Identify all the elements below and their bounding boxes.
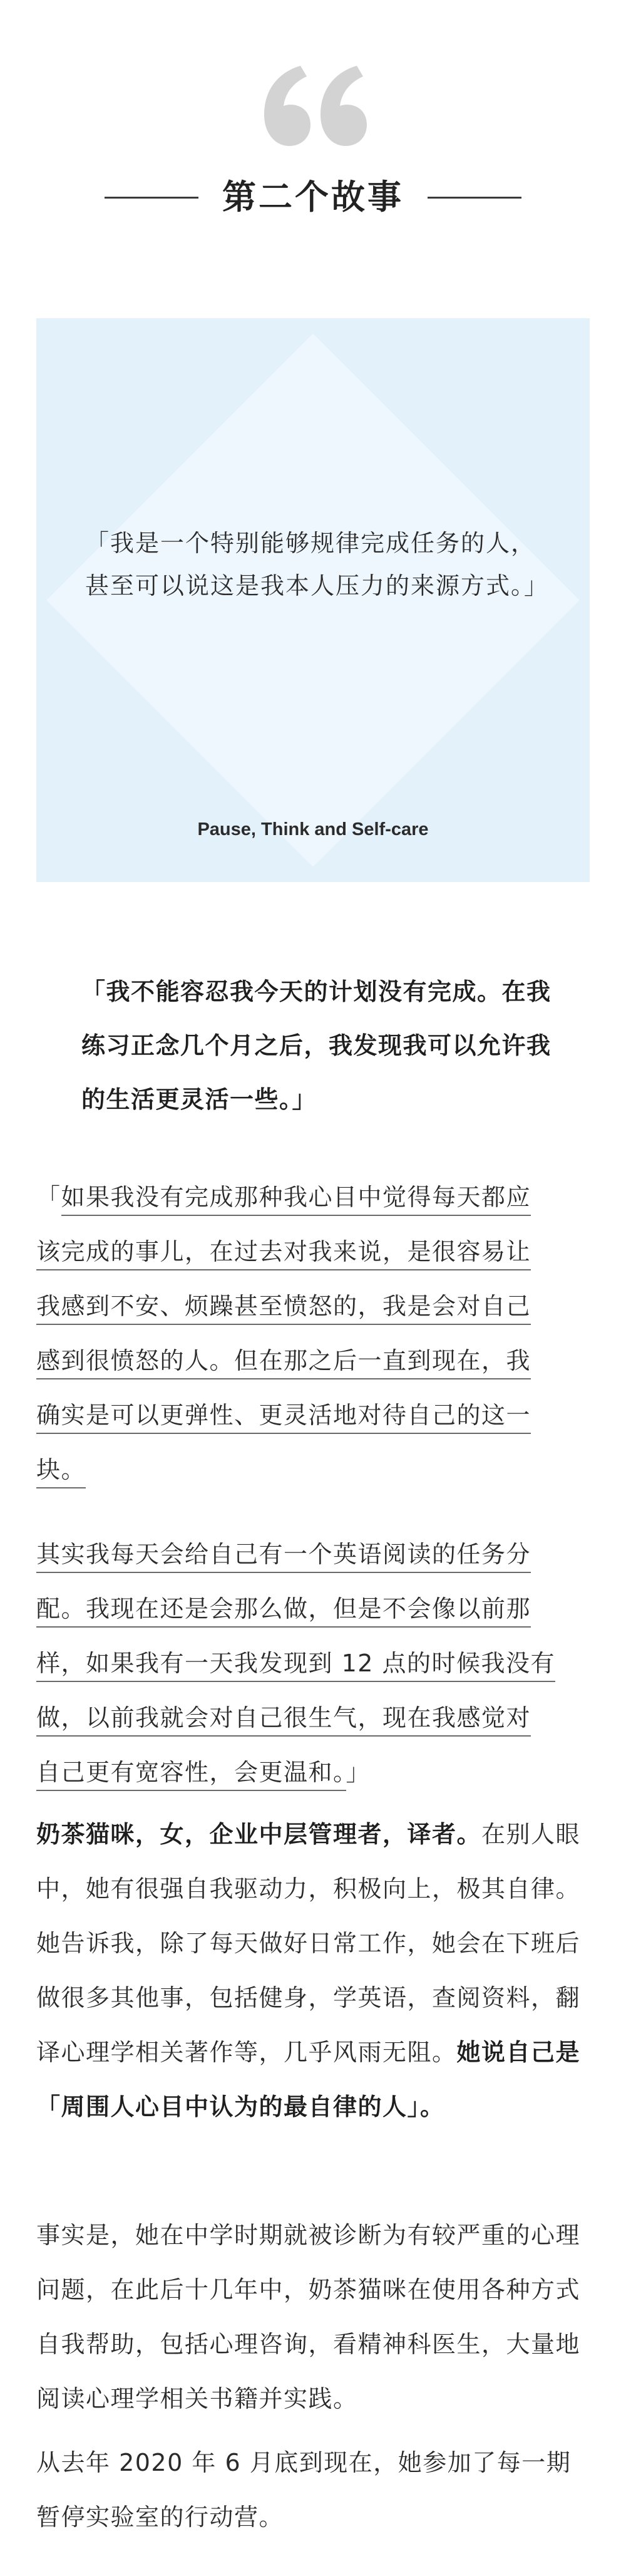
underlined-text: 做，以前我就会对自己很生气，现在我感觉对 xyxy=(36,1704,531,1737)
underlined-line xyxy=(36,1527,590,1582)
underlined-text: 确实是可以更弹性、更灵活地对待自己的这一 xyxy=(36,1401,531,1434)
title-rule-right xyxy=(428,197,521,199)
open-bracket: 「 xyxy=(36,1183,61,1211)
naicha-body: 在别人眼中，她有很强自我驱动力，积极向上，极其自律。她告诉我，除了每天做好日常工作，她会在下班后做很多其他事，包括健身，学英语，查阅资料，翻译心理学相关著作等，几乎风雨无阻。 xyxy=(36,1820,581,2066)
underlined-line xyxy=(36,1225,590,1279)
card-caption: Pause, Think and Self-care xyxy=(197,819,429,839)
underlined-line xyxy=(36,1279,590,1334)
underlined-line xyxy=(36,1170,590,1225)
underlined-line xyxy=(36,1582,590,1636)
quote-card xyxy=(36,318,590,882)
underlined-text: 我感到不安、烦躁甚至愤怒的，我是会对自己 xyxy=(36,1292,531,1325)
section-title-row xyxy=(0,175,626,219)
naicha-intro: 奶茶猫咪，女，企业中层管理者，译者。 xyxy=(36,1820,482,1848)
underlined-text: 自己更有宽容性，会更温和。 xyxy=(36,1758,346,1791)
underlined-text: 配。我现在还是会那么做，但是不会像以前那 xyxy=(36,1595,531,1628)
underlined-paragraph-1 xyxy=(36,1170,590,1497)
double-quote-icon xyxy=(257,60,369,153)
underlined-line xyxy=(36,1443,590,1497)
naicha-paragraph xyxy=(36,1807,590,2134)
underlined-text: 感到很愤怒的人。但在那之后一直到现在，我 xyxy=(36,1347,531,1379)
underlined-line xyxy=(36,1636,590,1691)
underlined-line xyxy=(36,1745,590,1800)
camp-paragraph: 从去年 2020 年 6 月底到现在，她参加了每一期暂停实验室的行动营。 xyxy=(36,2449,572,2531)
underlined-line xyxy=(36,1334,590,1388)
underlined-line xyxy=(36,1388,590,1443)
underlined-text: 如果我没有完成那种我心目中觉得每天都应 xyxy=(61,1183,531,1216)
title-rule-left xyxy=(105,197,198,199)
underlined-line xyxy=(36,1691,590,1745)
underlined-paragraph-2 xyxy=(36,1527,590,1800)
naicha-outro: 她说自己是「周围人心目中认为的最自律的人」。 xyxy=(36,2038,581,2121)
close-bracket: 」 xyxy=(346,1758,371,1786)
card-quote-text: 「我是一个特别能够规律完成任务的人，甚至可以说这是我本人压力的来源方式。」 xyxy=(85,529,550,600)
fact-paragraph: 事实是，她在中学时期就被诊断为有较严重的心理问题，在此后十几年中，奶茶猫咪在使用各种方式自我帮助，包括心理咨询，看精神科医生，大量地阅读心理学相关书籍并实践。 xyxy=(36,2221,581,2412)
underlined-text: 其实我每天会给自己有一个英语阅读的任务分 xyxy=(36,1540,531,1573)
underlined-text: 该完成的事儿，在过去对我来说，是很容易让 xyxy=(36,1238,531,1270)
underlined-text: 样，如果我有一天我发现到 12 点的时候我没有 xyxy=(36,1649,555,1682)
bold-quote: 「我不能容忍我今天的计划没有完成。在我练习正念几个月之后，我发现我可以允许我的生活更灵活一些。」 xyxy=(81,978,552,1113)
section-title: 第二个故事 xyxy=(222,177,404,217)
underlined-text: 块。 xyxy=(36,1456,86,1488)
